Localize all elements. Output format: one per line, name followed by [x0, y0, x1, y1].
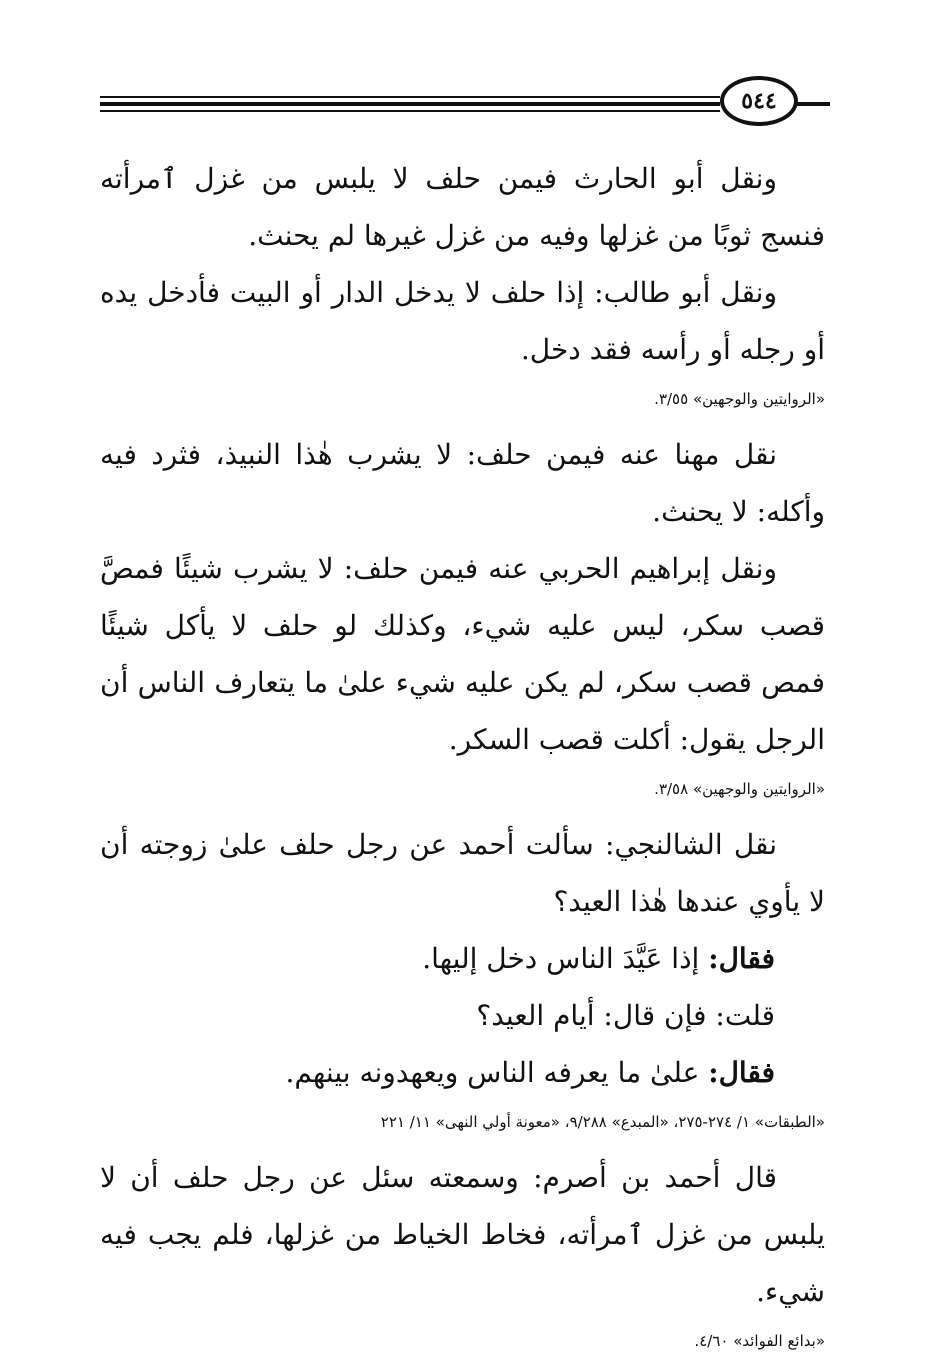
- dialog-text: إذا عَيَّدَ الناس دخل إليها.: [422, 942, 700, 975]
- page-content: [100, 150, 825, 1368]
- page-header: [100, 72, 830, 132]
- dialog-line: [100, 987, 825, 1044]
- dialog-line: [100, 1044, 825, 1101]
- paragraph: نقل الشالنجي: سألت أحمد عن رجل حلف علىٰ زوجته أن لا يأوي عندها هٰذا العيد؟: [100, 828, 825, 918]
- header-rule-thick: [100, 102, 720, 106]
- reference-citation: «بدائع الفوائد» ٤/٦٠.: [694, 1332, 825, 1350]
- header-rule-right: [796, 102, 830, 106]
- dialog-speaker: قلت:: [715, 999, 775, 1032]
- reference-citation: «الطبقات» ١/ ٢٧٤-٢٧٥، «المبدع» ٩/٢٨٨، «معونة أولي النهى» ١١/ ٢٢١: [380, 1113, 825, 1131]
- dialog-line: [100, 930, 825, 987]
- paragraph: ونقل إبراهيم الحربي عنه فيمن حلف: لا يشرب شيئًا فمصَّ قصب سكر، ليس عليه شيء، وكذلك لو حلف لا يأكل شيئًا فمص قصب سكر، لم يكن عليه شيء علىٰ ما يتعارف الناس أن الرجل يقول: أكلت قصب السكر.: [100, 552, 825, 756]
- reference-citation: «الروايتين والوجهين» ٣/٥٨.: [654, 780, 825, 798]
- dialog-speaker: فقال:: [708, 942, 775, 975]
- paragraph: نقل مهنا عنه فيمن حلف: لا يشرب هٰذا النبيذ، فثرد فيه وأكله: لا يحنث.: [100, 438, 825, 528]
- reference-citation: «الروايتين والوجهين» ٣/٥٥.: [654, 390, 825, 408]
- paragraph: قال أحمد بن أصرم: وسمعته سئل عن رجل حلف أن لا يلبس من غزل ٱمرأته، فخاط الخياط من غزلها، فلم يجب فيه شيء.: [100, 1161, 825, 1308]
- header-rule-thin-lower: [100, 110, 720, 112]
- dialog-text: فإن قال: أيام العيد؟: [476, 999, 707, 1032]
- dialog-speaker: فقال:: [708, 1056, 775, 1089]
- page-number-badge: [720, 76, 798, 126]
- page-number: ٥٤٤: [741, 88, 777, 114]
- paragraph: ونقل أبو طالب: إذا حلف لا يدخل الدار أو البيت فأدخل يده أو رجله أو رأسه فقد دخل.: [100, 276, 825, 366]
- header-rule-thin: [100, 96, 720, 98]
- dialog-text: علىٰ ما يعرفه الناس ويعهدونه بينهم.: [285, 1056, 700, 1089]
- paragraph: ونقل أبو الحارث فيمن حلف لا يلبس من غزل ٱمرأته فنسج ثوبًا من غزلها وفيه من غزل غيرها لم يحنث.: [100, 162, 825, 252]
